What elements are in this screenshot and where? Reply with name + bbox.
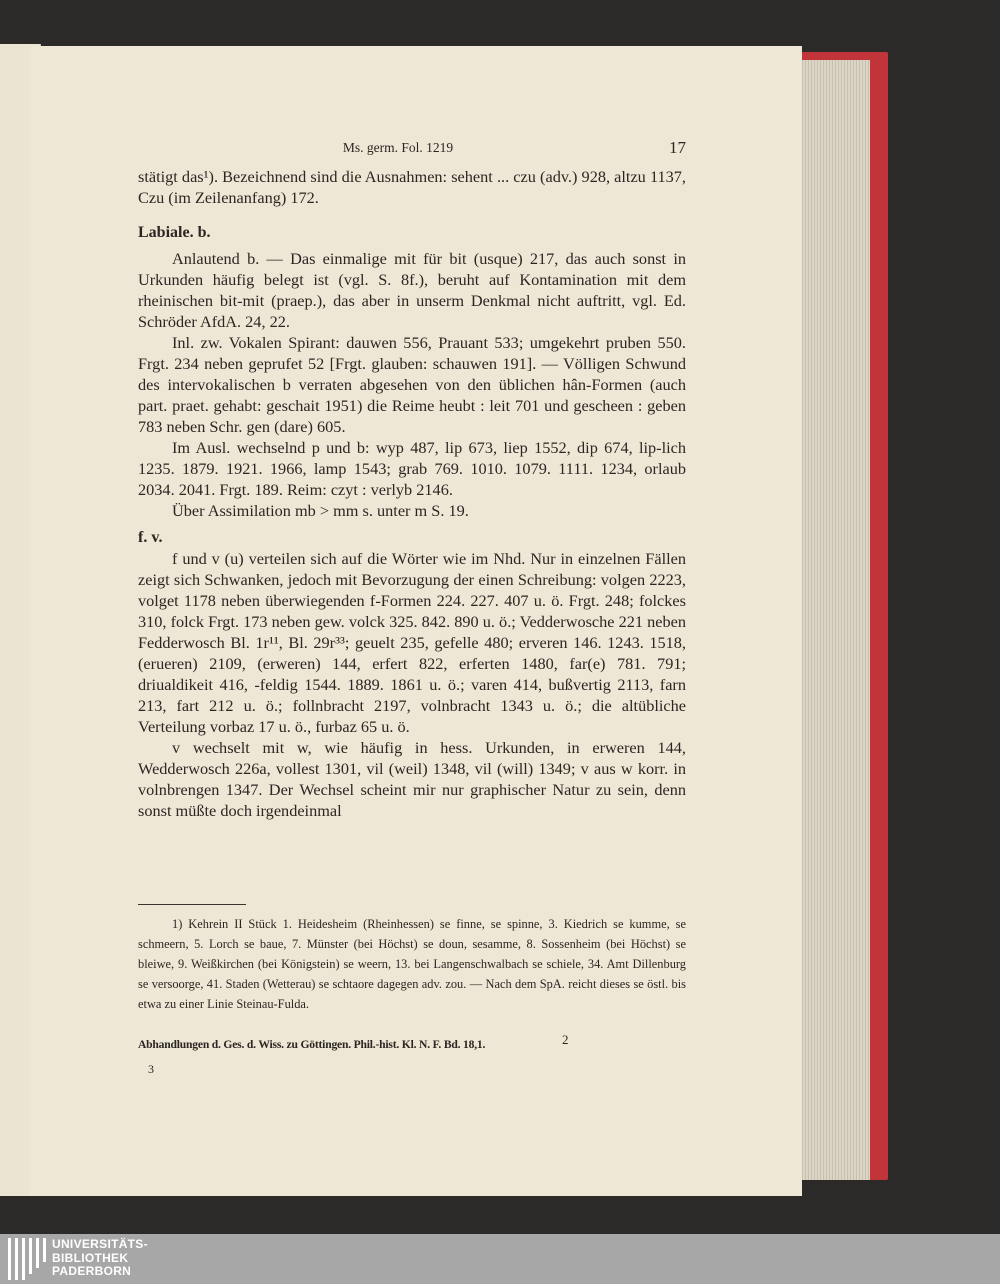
paragraph: v wechselt mit w, wie häufig in hess. Urkunden, in erweren 144, Wedderwosch 226a, vollest 1301, vil (weil) 1348, vil (will) 1349; v aus w korr. in volnbrengen 1347. Der Wechsel scheint mir nur graphischer Natur zu sein, denn sonst müßte doch irgendeinmal (138, 738, 686, 820)
footnote-rule (138, 904, 246, 905)
signature-mark: 2 (562, 1032, 569, 1047)
footnote (138, 914, 686, 1014)
paragraph: Inl. zw. Vokalen Spirant: dauwen 556, Prauant 533; umgekehrt pruben 550. Frgt. 234 neben geprufet 52 [Frgt. glauben: schauwen 191]. — Völligen Schwund des intervokalischen b verraten abgesehen von den üblichen hân-Formen (auch part. praet. gehabt: geschait 1951) die Reime heubt : leit 701 und gescheen : geben 783 neben Schr. gen (dare) 605. (138, 333, 686, 436)
paragraph: Anlautend b. — Das einmalige mit für bit (usque) 217, das auch sonst in Urkunden häufig belegt ist (vgl. S. 8f.), beruht auf Kontamination mit dem rheinischen bit-mit (praep.), das aber in unserm Denkmal nicht auftritt, vgl. Ed. Schröder AfdA. 24, 22. (138, 249, 686, 331)
paragraph: Über Assimilation mb > mm s. unter m S. 19. (172, 501, 469, 520)
paragraph: Im Ausl. wechselnd p und b: wyp 487, lip 673, liep 1552, dip 674, lip-lich 1235. 1879. 1921. 1966, lamp 1543; grab 769. 1010. 1079. 1111. 1234, orlaub 2034. 2041. Frgt. 189. Reim: czyt : verlyb 2146. (138, 438, 686, 499)
series-line: Abhandlungen d. Ges. d. Wiss. zu Göttingen. Phil.-hist. Kl. N. F. Bd. 18,1. (138, 1038, 486, 1051)
running-head (138, 138, 686, 162)
library-name-line: UNIVERSITÄTS- (52, 1237, 148, 1251)
body-text (138, 166, 686, 821)
book-page (30, 46, 802, 1196)
library-bar (0, 1234, 1000, 1284)
library-name (52, 1238, 148, 1279)
page-number: 17 (669, 138, 686, 157)
library-name-line: PADERBORN (52, 1264, 132, 1278)
paragraph: f und v (u) verteilen sich auf die Wörter wie im Nhd. Nur in einzelnen Fällen zeigt sich Schwanken, jedoch mit Bevorzugung der einen Schreibung: volgen 2223, volget 1178 neben überwiegenden f-Formen 224. 227. 407 u. ö. Frgt. 248; folckes 310, folck Frgt. 173 neben gew. volck 325. 842. 890 u. ö.; Vedderwosche 221 neben Fedderwosch Bl. 1r¹¹, Bl. 29r³³; geuelt 235, gefelle 480; erveren 146. 1243. 1518, (erueren) 2109, (erweren) 144, erfert 822, erferten 1480, far(e) 781. 791; driualdikeit 416, -feldig 1544. 1889. 1861 u. ö.; varen 414, bußvertig 2113, farn 213, fart 212 u. ö.; follnbracht 2197, volnbracht 1343 u. ö.; die altübliche Verteilung vorbaz 17 u. ö., furbaz 65 u. ö. (138, 549, 686, 736)
library-name-line: BIBLIOTHEK (52, 1250, 129, 1265)
section-heading: Labiale. b. (138, 224, 211, 241)
running-head-title: Ms. germ. Fol. 1219 (342, 140, 454, 155)
sheet-number: 3 (148, 1062, 154, 1076)
section-heading: f. v. (138, 529, 163, 546)
paragraph: stätigt das¹). Bezeichnend sind die Ausnahmen: sehent ... czu (adv.) 928, altzu 1137, Czu (im Zeilenanfang) 172. (138, 167, 686, 207)
footnote-text: 1) Kehrein II Stück 1. Heidesheim (Rheinhessen) se finne, se spinne, 3. Kiedrich se kumme, se schmeern, 5. Lorch se baue, 7. Münster (bei Höchst) se doun, sesamme, 8. Sossenheim (bei Höchst) se bleiwe, 9. Weißkirchen (bei Königstein) se weern, 13. bei Langenschwalbach se schiele, 34. Amt Dillenburg se versoorge, 41. Staden (Wetterau) se schtaore dagegen adv. zou. — Nach dem SpA. reicht dieses se östl. bis etwa zu einer Linie Steinau-Fulda. (138, 917, 686, 1011)
library-logo-icon (8, 1238, 48, 1280)
page-edges (800, 60, 870, 1180)
